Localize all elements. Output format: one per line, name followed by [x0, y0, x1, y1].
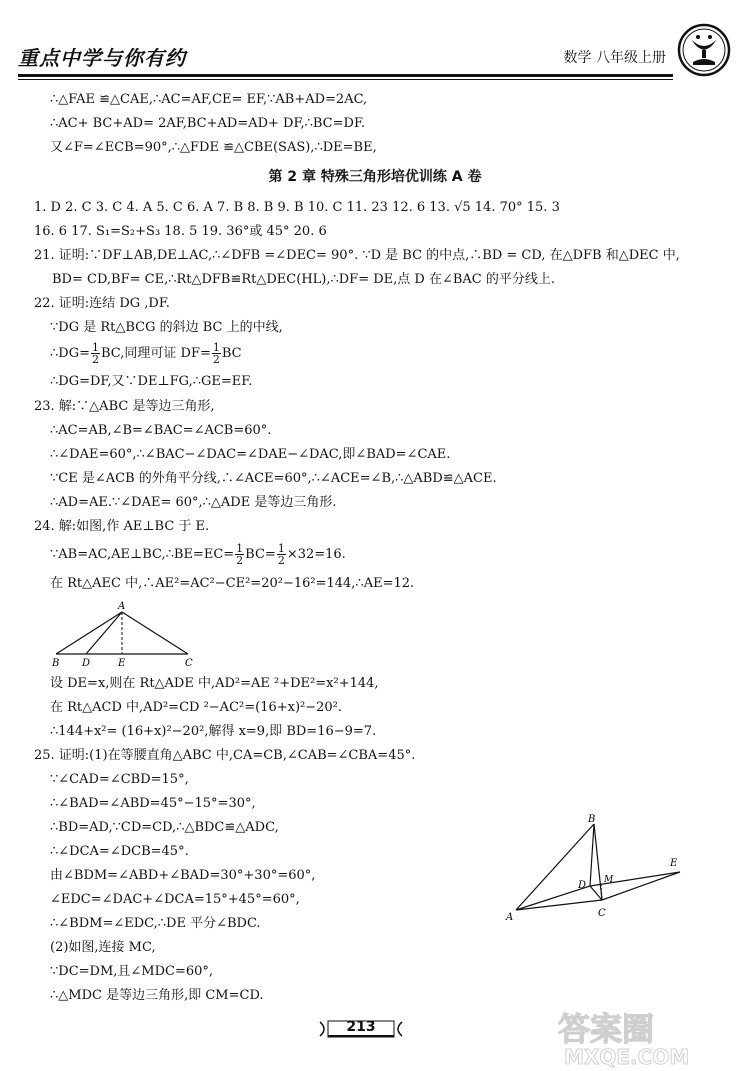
numerator: 1 [91, 341, 99, 354]
q23-line: 23. 解:∵△ABC 是等边三角形, [34, 399, 215, 414]
segment-ab [56, 612, 122, 654]
book-brand-title: 重点中学与你有约 [18, 46, 186, 70]
text: BC= [245, 547, 276, 562]
denominator: 2 [236, 554, 244, 567]
subject-grade-label: 数学 八年级上册 [563, 50, 666, 66]
text: ∴DG= [50, 346, 90, 361]
segment-ac [516, 900, 602, 910]
q24-fraction-line [50, 543, 346, 566]
header-rule-thin [18, 79, 673, 80]
answers-line: 1. D 2. C 3. C 4. A 5. C 6. A 7. B 8. B 9. B 10. C 11. 23 12. 6 13. √5 14. 70° 15. 3 [34, 200, 560, 215]
q22-line: ∴DG=DF,又∵DE⊥FG,∴GE=EF. [50, 374, 253, 389]
label-a: A [506, 912, 514, 923]
q21-line: BD= CD,BF= CE,∴Rt△DFB≌Rt△DEC(HL),∴DF= DE,点 D 在∠BAC 的平分线上. [52, 272, 556, 287]
numerator: 1 [212, 341, 220, 354]
text: BC,同理可证 DF= [100, 346, 211, 361]
q25-line: ∵DC=DM,且∠MDC=60°, [50, 964, 214, 979]
label-e: E [118, 658, 126, 669]
label-b: B [588, 814, 596, 825]
q25-line: (2)如图,连接 MC, [50, 940, 156, 955]
text: ∵AB=AC,AE⊥BC,∴BE=EC= [50, 547, 235, 562]
label-c: C [185, 658, 193, 669]
q24-line: 在 Rt△ACD 中,AD²=CD ²−AC²=(16+x)²−20². [50, 700, 343, 715]
triangle-figure-q24 [46, 600, 206, 670]
text-line: 又∠F=∠ECB=90°,∴△FDE ≌△CBE(SAS),∴DE=BE, [50, 140, 377, 155]
q25-line: ∴∠BAD=∠ABD=45°−15°=30°, [50, 796, 256, 811]
page-number: 213 [346, 1019, 376, 1035]
q25-line: ∠EDC=∠DAC+∠DCA=15°+45°=60°, [50, 892, 300, 907]
q21-line: 21. 证明:∵DF⊥AB,DE⊥AC,∴∠DFB =∠DEC= 90°. ∵D 是 BC 的中点,∴BD = CD, 在△DFB 和△DEC 中, [34, 248, 680, 263]
fraction-half [212, 342, 221, 365]
fraction-half [91, 342, 100, 365]
segment-ad [86, 612, 122, 654]
q23-line: ∵CE 是∠ACB 的外角平分线,∴∠ACE=60°,∴∠ACE=∠B,∴△ABD≌△ACE. [50, 471, 497, 486]
q25-line: 25. 证明:(1)在等腰直角△ABC 中,CA=CB,∠CAB=∠CBA=45°. [34, 748, 416, 763]
q24-line: 设 DE=x,则在 Rt△ADE 中,AD²=AE ²+DE²=x²+144, [50, 676, 379, 691]
q25-line: ∴∠BDM=∠EDC,∴DE 平分∠BDC. [50, 916, 261, 931]
fraction-half [277, 543, 286, 566]
text-line: ∴AC+ BC+AD= 2AF,BC+AD=AD+ DF,∴BC=DF. [50, 116, 366, 131]
segment-ce [602, 872, 680, 900]
q23-line: ∴∠DAE=60°,∴∠BAC−∠DAC=∠DAE−∠DAC,即∠BAD=∠CAE. [50, 447, 451, 462]
numerator: 1 [277, 542, 285, 555]
label-m: M [604, 875, 614, 885]
segment-bd [590, 824, 594, 886]
text-line: ∴△FAE ≌△CAE,∴AC=AF,CE= EF,∵AB+AD=2AC, [50, 92, 368, 107]
label-b: B [52, 658, 60, 669]
trophy-logo-icon [676, 22, 732, 78]
label-d: D [82, 658, 91, 669]
watermark-text: 答案圈 [558, 1010, 655, 1048]
header-rule [18, 74, 673, 77]
q22-fraction-line [50, 342, 242, 365]
text: ×32=16. [286, 547, 346, 562]
text: BC [221, 346, 242, 361]
q25-line: 由∠BDM=∠ABD+∠BAD=30°+30°=60°, [50, 868, 316, 883]
denominator: 2 [277, 554, 285, 567]
label-a: A [118, 601, 126, 612]
label-c: C [598, 908, 606, 919]
q25-line: ∴BD=AD,∵CD=CD,∴△BDC≌△ADC, [50, 820, 279, 835]
triangle-figure-q25 [502, 812, 697, 924]
denominator: 2 [91, 353, 99, 366]
fraction-half [235, 543, 244, 566]
q24-line: 24. 解:如图,作 AE⊥BC 于 E. [34, 519, 210, 534]
q25-line: ∵∠CAD=∠CBD=15°, [50, 772, 189, 787]
q25-line: ∴△MDC 是等边三角形,即 CM=CD. [50, 988, 264, 1003]
label-e: E [670, 858, 678, 869]
q22-line: ∵DG 是 Rt△BCG 的斜边 BC 上的中线, [50, 320, 283, 335]
q23-line: ∴AD=AE.∵∠DAE= 60°,∴△ADE 是等边三角形. [50, 495, 337, 510]
watermark-url: MXQE.COM [564, 1045, 690, 1068]
label-d: D [578, 880, 587, 891]
q23-line: ∴AC=AB,∠B=∠BAC=∠ACB=60°. [50, 423, 272, 438]
page-header [18, 30, 736, 80]
denominator: 2 [212, 353, 220, 366]
q24-line: 在 Rt△AEC 中,∴AE²=AC²−CE²=20²−16²=144,∴AE=12. [50, 576, 415, 591]
q25-line: ∴∠DCA=∠DCB=45°. [50, 844, 189, 859]
numerator: 1 [236, 542, 244, 555]
answers-line: 16. 6 17. S₁=S₂+S₃ 18. 5 19. 36°或 45° 20. 6 [34, 224, 327, 239]
watermark-logo [558, 1004, 728, 1068]
q22-line: 22. 证明:连结 DG ,DF. [34, 296, 170, 311]
chapter-title: 第 2 章 特殊三角形培优训练 A 卷 [268, 169, 482, 185]
q24-line: ∴144+x²= (16+x)²−20²,解得 x=9,即 BD=16−9=7. [50, 724, 377, 739]
segment-ac [122, 612, 188, 654]
